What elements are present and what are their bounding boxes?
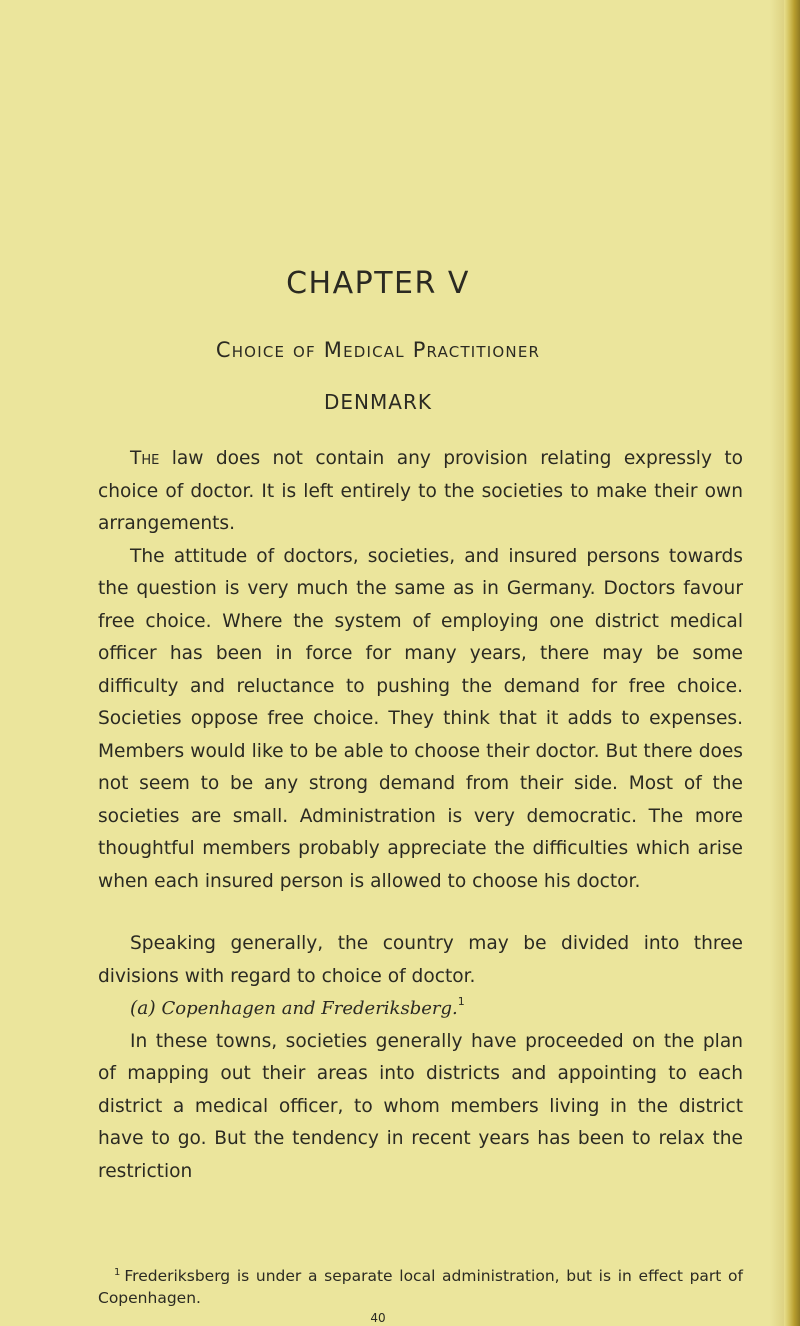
page-edge xyxy=(784,0,800,1326)
section-heading: DENMARK xyxy=(324,390,432,414)
paragraph-2: The attitude of doctors, societies, and insured persons towards the question is very much the same as in Germany. Doctors favour free choice. Where the system of employing one district medical officer has been in force for many years, there may be some difficulty and reluctance to pushing the demand for free choice. Societies oppose free choice. They think that it adds to expenses. Members would like to be able to choose their doctor. But there does not seem to be any strong demand from their side. Most of the societies are small. Administration is very democratic. The more thoughtful members probably appreciate the difficulties which arise when each insured person is allowed to choose his doctor. xyxy=(98,545,743,892)
subsection-heading xyxy=(98,993,743,1026)
subsection-marker: (a) xyxy=(130,998,156,1019)
body-text-upper xyxy=(98,443,743,898)
footnote-text: Frederiksberg is under a separate local administration, but is in effect part of Copenhagen. xyxy=(98,1267,743,1307)
footnote xyxy=(98,1262,743,1309)
subsection-title: Copenhagen and Frederiksberg. xyxy=(161,998,458,1019)
paragraph-1-text: law does not contain any provision relating expressly to choice of doctor. It is left entirely to the societies to make their own arrangements. xyxy=(98,448,743,534)
paragraph-1 xyxy=(98,443,743,541)
paragraph-4: In these towns, societies generally have proceeded on the plan of mapping out their areas into districts and appointing to each district a medical officer, to whom members living in the district have to go. But the tendency in recent years has been to relax the restriction xyxy=(98,1030,743,1182)
footnote-marker: 1 xyxy=(114,1267,121,1278)
page-gutter-shadow xyxy=(770,0,784,1326)
footnote-reference: 1 xyxy=(457,995,465,1008)
paragraph-1-lead: The xyxy=(130,448,160,469)
body-text-lower xyxy=(98,928,743,1188)
chapter-number: CHAPTER V xyxy=(286,266,470,301)
chapter-title: Choice of Medical Practitioner xyxy=(215,338,541,362)
page-number: 40 xyxy=(370,1311,386,1325)
paragraph-3: Speaking generally, the country may be divided into three divisions with regard to choice of doctor. xyxy=(98,933,743,987)
